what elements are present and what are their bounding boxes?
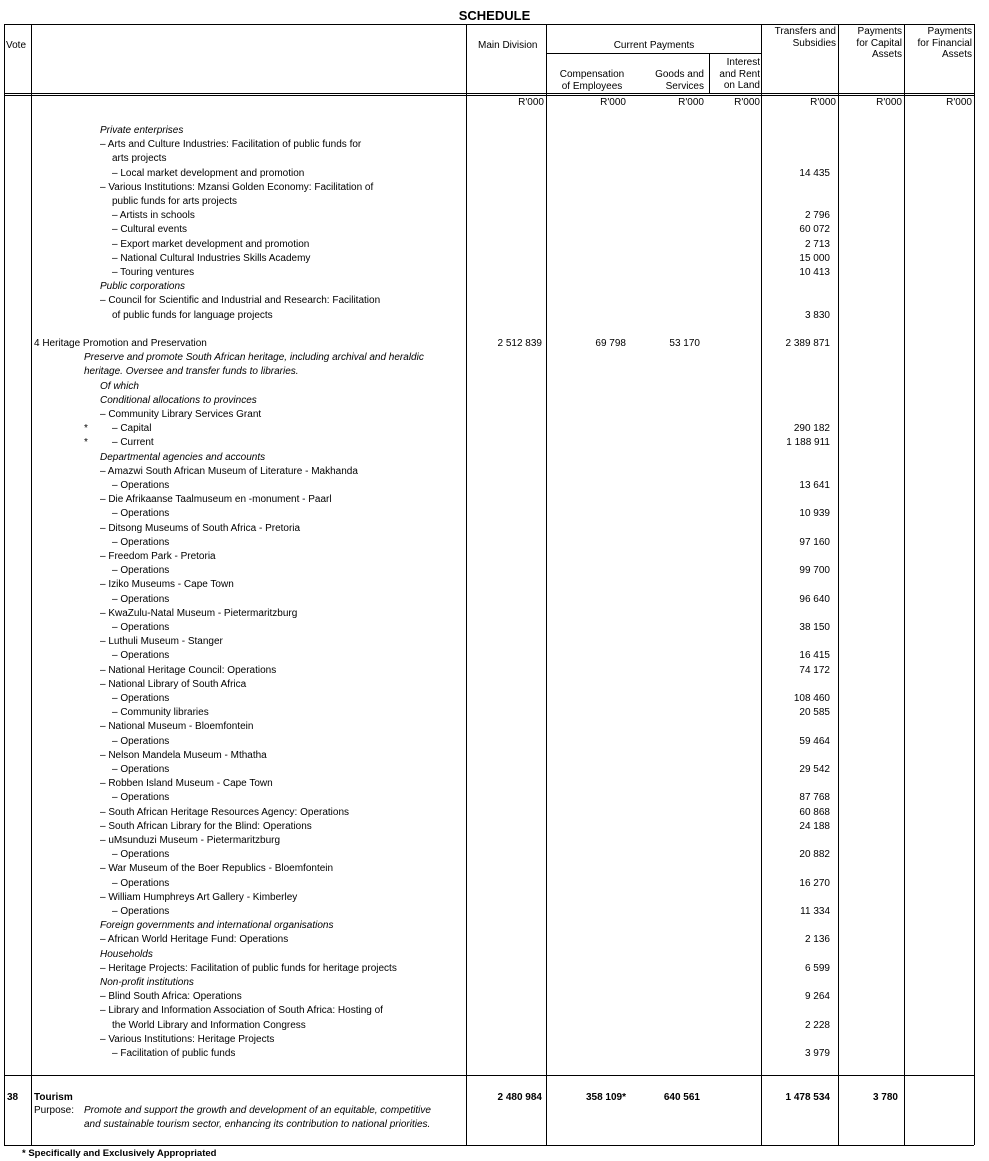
row-description: – Operations <box>112 536 170 548</box>
row-transfers: 3 979 <box>804 1048 830 1059</box>
header-compensation-line2: of Employees <box>561 80 623 92</box>
header-capital-line2: for Capital <box>856 37 902 49</box>
row-transfers: 10 939 <box>799 508 830 520</box>
header-interest-line2: and Rent <box>719 68 760 80</box>
row-description: Preserve and promote South African heritage, including archival and heraldic <box>84 352 424 364</box>
row-description: – Operations <box>112 764 170 775</box>
row-description: the World Library and Information Congress <box>112 1019 306 1031</box>
header-financial-line3: Assets <box>941 49 972 60</box>
row-description: – Local market development and promotion <box>112 167 305 179</box>
row-transfers: 2 713 <box>804 238 830 250</box>
tourism-goods: 640 561 <box>663 1092 700 1103</box>
row-transfers: 16 270 <box>799 877 830 889</box>
row-description: – Die Afrikaanse Taalmuseum en -monument - Paarl <box>100 494 332 506</box>
header-main-division: Main Division <box>478 40 538 51</box>
header-transfers <box>762 26 836 49</box>
row-description: – Export market development and promotion <box>112 238 310 250</box>
unit-transfers: R'000 <box>810 97 836 108</box>
header-compensation-line1: Compensation <box>559 69 625 80</box>
tourism-name: Tourism <box>34 1092 73 1103</box>
row-description: – Community Library Services Grant <box>100 409 262 420</box>
table-top-border <box>4 24 974 25</box>
tourism-capital: 3 780 <box>872 1092 898 1103</box>
row-transfers: 29 542 <box>799 764 830 775</box>
row-transfers: 59 464 <box>799 735 830 747</box>
section-divider <box>4 1075 974 1076</box>
specifically-appropriated-marker: * <box>84 423 88 435</box>
row-description: – Current <box>112 437 154 449</box>
unit-main-division: R'000 <box>518 97 544 108</box>
row-description: – Operations <box>112 480 170 491</box>
row-compensation: 69 798 <box>595 338 626 349</box>
row-main-division: 2 512 839 <box>497 338 542 349</box>
row-transfers: 13 641 <box>799 480 830 491</box>
header-compensation <box>550 69 634 92</box>
row-description: – National Heritage Council: Operations <box>100 664 277 676</box>
row-description: Private enterprises <box>100 125 184 136</box>
row-description: – South African Library for the Blind: Operations <box>100 820 312 832</box>
col-border-interest <box>761 24 762 1145</box>
row-transfers: 15 000 <box>799 252 830 264</box>
header-financial-line2: for Financial <box>917 37 972 49</box>
row-description: – Robben Island Museum - Cape Town <box>100 778 273 790</box>
header-financial-line1: Payments <box>927 26 972 37</box>
unit-capital: R'000 <box>876 97 902 108</box>
row-description: – Various Institutions: Heritage Projects <box>100 1033 275 1045</box>
row-transfers: 11 334 <box>800 906 830 917</box>
row-transfers: 60 868 <box>799 806 830 818</box>
row-description: – Operations <box>112 593 170 605</box>
row-transfers: 2 796 <box>804 210 830 222</box>
header-goods <box>636 69 704 92</box>
header-financial <box>905 26 972 61</box>
row-description: – Operations <box>112 792 170 804</box>
row-transfers: 87 768 <box>799 792 830 804</box>
tourism-main-division: 2 480 984 <box>497 1092 542 1103</box>
row-description: Foreign governments and international organisations <box>100 920 334 932</box>
header-transfers-line2: Subsidies <box>792 37 836 49</box>
unit-goods: R'000 <box>678 97 704 108</box>
row-transfers: 97 160 <box>799 536 830 548</box>
row-description: – Freedom Park - Pretoria <box>100 551 216 562</box>
row-description: – Arts and Culture Industries: Facilitation of public funds for <box>100 139 362 151</box>
row-description: – Community libraries <box>112 707 209 719</box>
row-description: – National Library of South Africa <box>100 678 247 690</box>
header-goods-line2: Services <box>665 80 704 92</box>
row-description: – Council for Scientific and Industrial and Research: Facilitation <box>100 295 381 307</box>
row-transfers: 14 435 <box>799 167 830 179</box>
row-transfers: 9 264 <box>804 991 830 1003</box>
specifically-appropriated-marker: * <box>84 437 88 449</box>
row-description: heritage. Oversee and transfer funds to libraries. <box>84 366 299 378</box>
header-capital-line1: Payments <box>857 26 902 37</box>
row-description: Departmental agencies and accounts <box>100 451 266 463</box>
header-current-payments: Current Payments <box>613 40 695 51</box>
row-transfers: 108 460 <box>793 693 830 704</box>
row-description: – Operations <box>112 693 170 704</box>
row-description: arts projects <box>112 153 167 165</box>
tourism-purpose-line1: Promote and support the growth and development of an equitable, competitive <box>84 1105 431 1116</box>
row-description: – uMsunduzi Museum - Pietermaritzburg <box>100 835 281 846</box>
col-border-right <box>974 24 975 1145</box>
header-interest <box>710 57 760 92</box>
tourism-transfers: 1 478 534 <box>785 1092 830 1103</box>
row-description: – Operations <box>112 906 170 917</box>
row-description: of public funds for language projects <box>112 309 273 321</box>
row-description: – Artists in schools <box>112 210 195 222</box>
header-goods-line1: Goods and <box>655 69 704 80</box>
row-description: – Iziko Museums - Cape Town <box>100 579 234 591</box>
row-description: – Ditsong Museums of South Africa - Pretoria <box>100 522 301 534</box>
header-capital-line3: Assets <box>871 49 902 60</box>
unit-interest: R'000 <box>734 97 760 108</box>
row-transfers: 3 830 <box>804 309 830 321</box>
row-transfers: 96 640 <box>799 593 830 605</box>
row-description: 4 Heritage Promotion and Preservation <box>34 338 207 349</box>
row-description: – Operations <box>112 565 170 577</box>
row-description: – Facilitation of public funds <box>112 1048 236 1059</box>
row-goods: 53 170 <box>669 338 700 349</box>
tourism-purpose-line2: and sustainable tourism sector, enhancing its contribution to national priorities. <box>84 1119 431 1130</box>
col-border-main <box>546 24 547 1145</box>
row-transfers: 290 182 <box>793 423 830 435</box>
row-description: – Operations <box>112 735 170 747</box>
row-transfers: 60 072 <box>799 224 830 236</box>
row-transfers: 2 228 <box>804 1019 830 1031</box>
row-description: Of which <box>100 380 139 392</box>
row-transfers: 24 188 <box>799 820 830 832</box>
unit-financial: R'000 <box>946 97 972 108</box>
table-bottom-border <box>4 1145 974 1146</box>
row-transfers: 16 415 <box>799 650 830 662</box>
row-description: – Various Institutions: Mzansi Golden Economy: Facilitation of <box>100 181 374 193</box>
row-description: – War Museum of the Boer Republics - Bloemfontein <box>100 863 334 875</box>
row-description: – Operations <box>112 650 170 662</box>
row-description: – African World Heritage Fund: Operations <box>100 934 289 946</box>
header-interest-line1: Interest <box>726 57 760 68</box>
col-border-left <box>4 24 5 1145</box>
unit-compensation: R'000 <box>600 97 626 108</box>
row-description: – Blind South Africa: Operations <box>100 991 242 1003</box>
row-transfers: 6 599 <box>804 962 830 974</box>
schedule-title: SCHEDULE <box>458 8 531 23</box>
current-payments-rule <box>547 53 761 54</box>
row-description: Households <box>100 948 153 960</box>
row-description: – Operations <box>112 508 170 520</box>
col-border-desc <box>466 24 467 1145</box>
row-description: – National Cultural Industries Skills Academy <box>112 252 311 264</box>
row-description: – National Museum - Bloemfontein <box>100 721 254 733</box>
header-vote: Vote <box>6 40 27 51</box>
footnote: * Specifically and Exclusively Appropriated <box>22 1148 217 1159</box>
row-description: – Library and Information Association of South Africa: Hosting of <box>100 1005 383 1017</box>
row-description: – Operations <box>112 622 170 633</box>
row-transfers: 74 172 <box>799 664 830 676</box>
tourism-vote-number: 38 <box>7 1092 19 1103</box>
row-transfers: 20 585 <box>799 707 830 719</box>
row-transfers: 99 700 <box>799 565 830 577</box>
row-description: – Capital <box>112 423 152 435</box>
row-transfers: 1 188 911 <box>786 437 830 449</box>
row-description: – William Humphreys Art Gallery - Kimberley <box>100 891 298 903</box>
row-description: – Touring ventures <box>112 267 195 278</box>
row-description: – Operations <box>112 877 170 889</box>
header-capital <box>839 26 902 61</box>
header-transfers-line1: Transfers and <box>774 26 836 37</box>
row-description: Non-profit institutions <box>100 977 194 988</box>
row-transfers: 20 882 <box>799 849 830 861</box>
row-description: – Nelson Mandela Museum - Mthatha <box>100 749 267 761</box>
row-description: – KwaZulu-Natal Museum - Pietermaritzburg <box>100 607 298 619</box>
row-description: – Operations <box>112 849 170 861</box>
row-description: – South African Heritage Resources Agency: Operations <box>100 806 350 818</box>
row-description: Public corporations <box>100 281 186 293</box>
col-border-transfers <box>838 24 839 1145</box>
col-border-vote <box>31 24 32 1145</box>
row-description: – Luthuli Museum - Stanger <box>100 636 223 648</box>
col-border-capital <box>904 24 905 1145</box>
tourism-purpose-label: Purpose: <box>34 1105 75 1116</box>
row-transfers: 2 389 871 <box>785 338 830 349</box>
row-description: – Amazwi South African Museum of Literature - Makhanda <box>100 465 358 477</box>
row-transfers: 2 136 <box>804 934 830 946</box>
row-description: public funds for arts projects <box>112 196 238 207</box>
row-description: – Cultural events <box>112 224 188 236</box>
row-transfers: 10 413 <box>799 267 830 278</box>
header-interest-line3: on Land <box>723 80 760 91</box>
row-description: – Heritage Projects: Facilitation of public funds for heritage projects <box>100 962 397 974</box>
row-transfers: 38 150 <box>799 622 830 633</box>
header-bottom-rule <box>4 93 974 96</box>
row-description: Conditional allocations to provinces <box>100 394 257 406</box>
tourism-compensation: 358 109* <box>585 1092 626 1103</box>
